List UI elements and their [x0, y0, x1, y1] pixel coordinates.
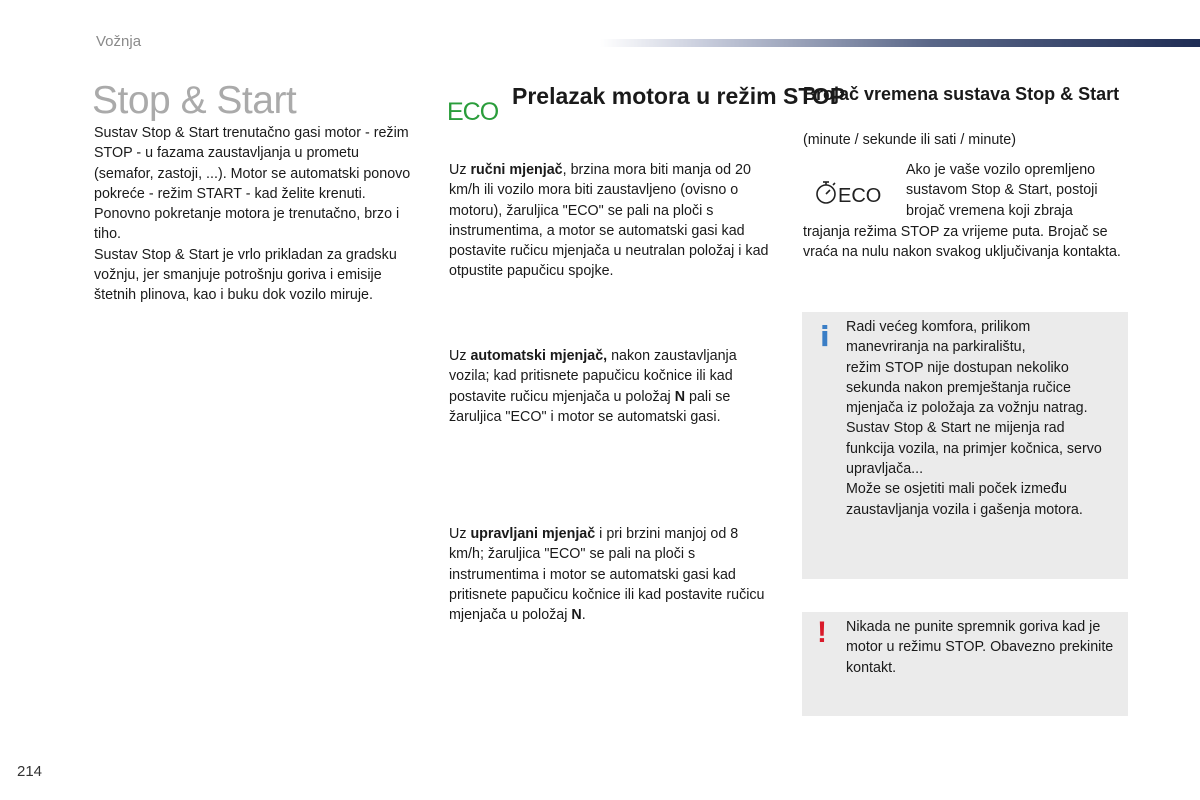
section-label: Vožnja	[96, 33, 142, 50]
text-run: .	[581, 607, 586, 624]
bold-term: upravljani mjenjač	[470, 526, 596, 542]
bold-term: N	[674, 388, 686, 405]
stop-mode-heading: Prelazak motora u režim STOP	[512, 83, 846, 109]
automatic-gearbox-paragraph	[449, 346, 774, 427]
page-title: Stop & Start	[92, 79, 297, 122]
warning-text: Nikada ne punite spremnik goriva kad je motor u režimu STOP. Obavezno prekinite kontakt.	[846, 619, 1114, 676]
intro-text	[94, 123, 414, 306]
eco-timer-icon	[814, 178, 884, 208]
header-gradient-bar	[600, 39, 1200, 47]
eco-indicator-icon: ECO	[447, 98, 499, 126]
info-box	[802, 312, 1128, 579]
robotised-gearbox-paragraph	[449, 524, 774, 625]
bold-term: N	[571, 607, 582, 624]
timer-heading: Brojač vremena sustava Stop & Start	[803, 84, 1120, 104]
timer-description-2: trajanja režima STOP za vrijeme puta. Brojač se vraća na nulu nakon svakog uključivanja kontakta.	[803, 224, 1121, 261]
info-text: Radi većeg komfora, prilikom manevriranja na parkiralištu, režim STOP nije dostupan nekoliko sekunda nakon premještanja ručice mjenjača iz položaja za vožnju natrag. Sustav Stop & Start ne mijenja rad funkcija vozila, na primjer kočnica, servo upravljača... Može se osjetiti mali poček između zaustavljanja vozila i gašenja motora.	[846, 319, 1102, 518]
manual-gearbox-paragraph	[449, 160, 774, 282]
text-run: , brzina mora biti manja od 20 km/h ili vozilo mora biti zaustavljeno (ovisno o motoru), žaruljica "ECO" se pali na ploči s instrumentima, a motor se automatski gasi kad postavite ručicu mjenjača u neutralan položaj i kad otpustite papučicu spojke.	[449, 162, 769, 280]
timer-units: (minute / sekunde ili sati / minute)	[803, 132, 1016, 148]
page-number: 214	[17, 763, 43, 780]
text-run: nakon zaustavljanja vozila; kad pritisnete papučicu kočnice ili kad postavite ručicu mjenjača u položaj	[449, 348, 737, 405]
bold-term: automatski mjenjač,	[470, 348, 608, 364]
timer-icon-label: ECO	[838, 185, 882, 207]
bold-term: ručni mjenjač	[470, 162, 563, 178]
warning-icon: !	[817, 616, 827, 649]
warning-box	[802, 612, 1128, 716]
text-run: Uz	[449, 348, 471, 364]
info-icon: i	[820, 320, 830, 353]
text-run: Uz	[449, 526, 471, 542]
timer-description-1: Ako je vaše vozilo opremljeno sustavom Stop & Start, postoji brojač vremena koji zbraja	[906, 162, 1098, 219]
text-run: i pri brzini manjoj od 8 km/h; žaruljica "ECO" se pali na ploči s instrumentima i motor se automatski gasi kad pritisnete papučicu kočnice ili kad postavite ručicu mjenjača u položaj	[449, 526, 765, 624]
intro-paragraph-2: Sustav Stop & Start je vrlo prikladan za gradsku vožnju, jer smanjuje potrošnju goriva i emisije štetnih plinova, kao i buku dok vozilo miruje.	[94, 246, 397, 304]
intro-paragraph-1: Sustav Stop & Start trenutačno gasi motor - režim STOP - u fazama zaustavljanja u prometu (semafor, zastoji, ...). Motor se automatski ponovo pokreće - režim START - kad želite krenuti. Ponovno pokretanje motora je trenutačno, brzo i tiho.	[94, 125, 411, 243]
text-run: pali se žaruljica "ECO" i motor se automatski gasi.	[449, 388, 731, 425]
text-run: Uz	[449, 162, 471, 178]
